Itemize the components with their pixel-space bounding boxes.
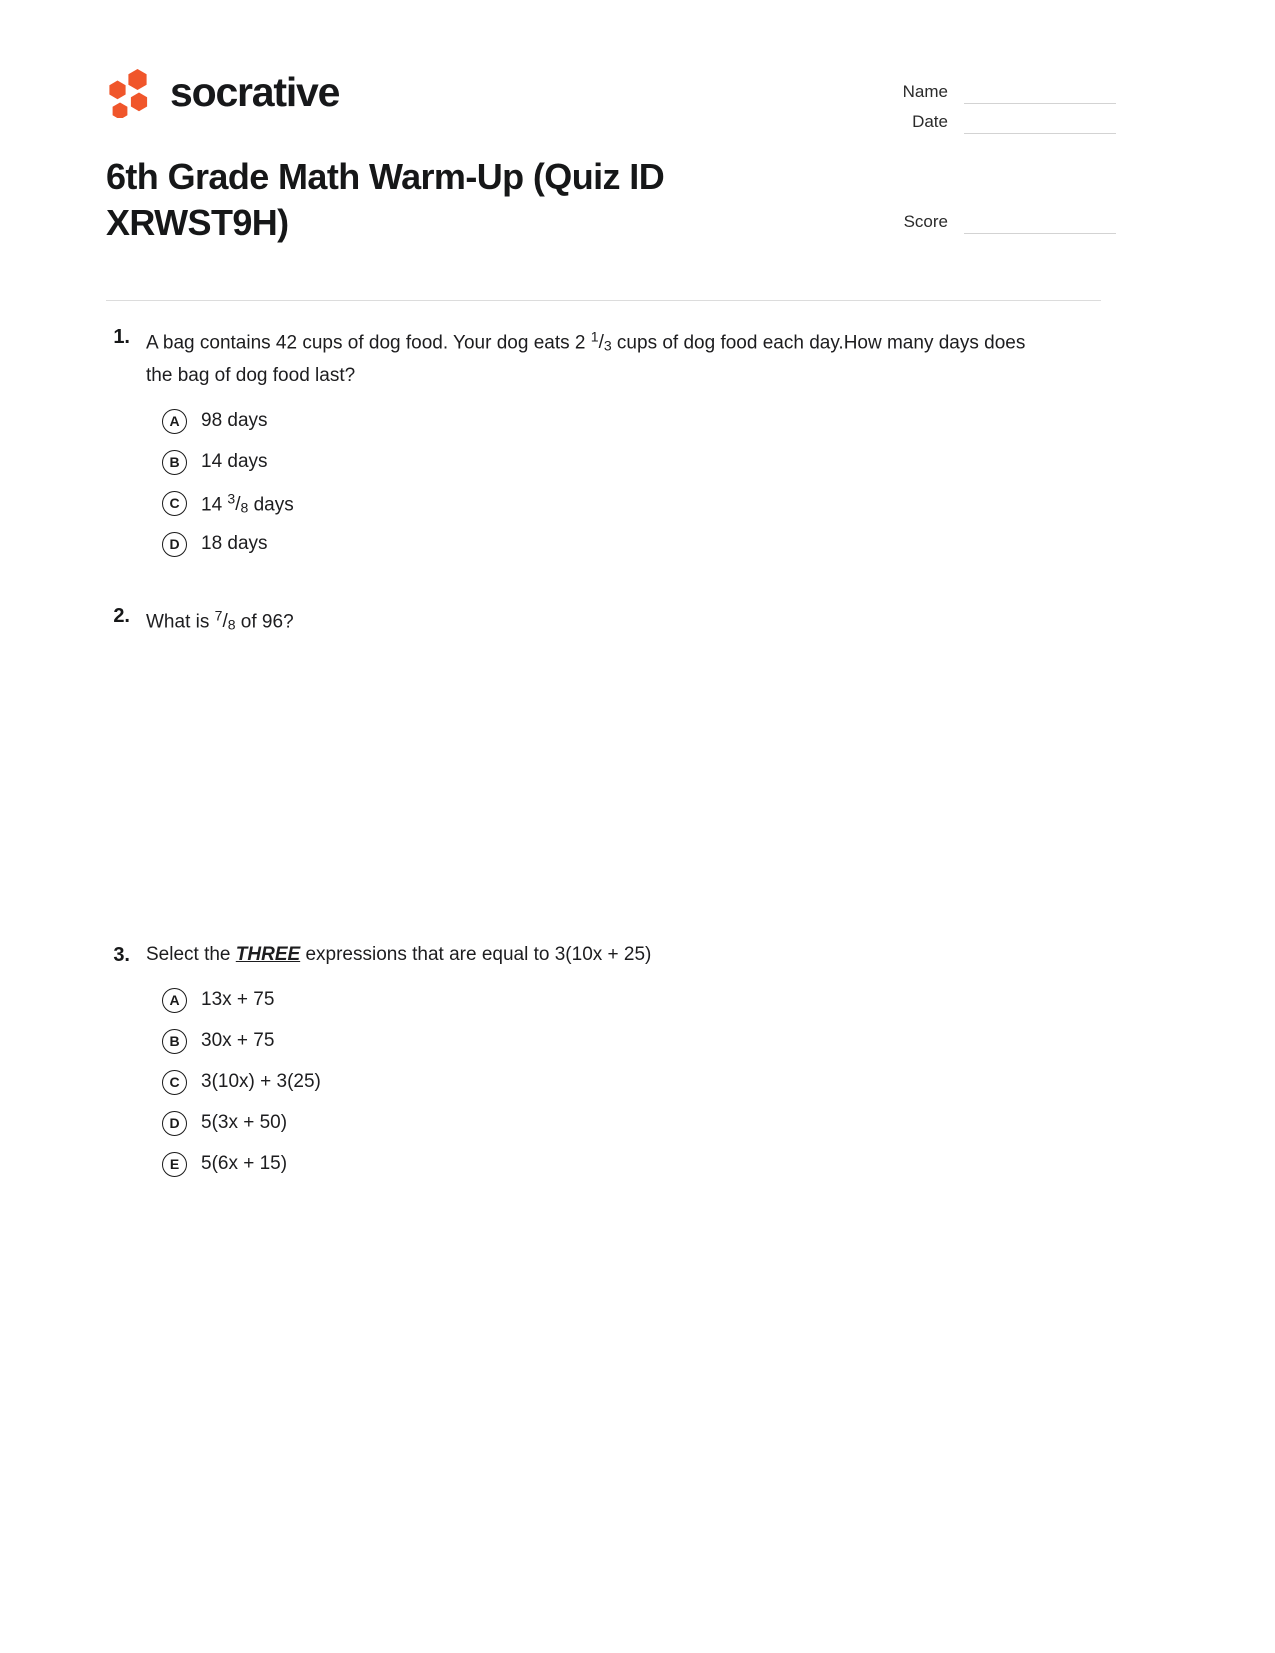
question-1 <box>106 322 1101 565</box>
score-input-line[interactable] <box>964 213 1116 234</box>
option-letter-circle[interactable]: E <box>162 1152 187 1177</box>
question-1-text-before: A bag contains 42 cups of dog food. Your dog eats 2 <box>146 332 591 354</box>
name-row <box>871 74 1116 104</box>
date-row <box>871 104 1116 134</box>
question-3-header <box>106 940 1101 970</box>
question-1-text-after: cups of dog food each day.How many days does the bag of dog food last? <box>146 332 1026 386</box>
question-3-option-b[interactable] <box>106 1021 1101 1062</box>
question-3 <box>106 940 1101 1185</box>
question-spacer <box>106 565 1101 601</box>
question-3-text-after: expressions that are equal to 3(10x + 25) <box>300 943 652 965</box>
option-letter-circle[interactable]: B <box>162 1029 187 1054</box>
option-label: 3(10x) + 3(25) <box>201 1071 321 1093</box>
option-label: 14 days <box>201 451 268 473</box>
question-1-option-c[interactable] <box>106 483 1101 524</box>
question-1-text <box>146 322 1036 391</box>
option-letter-circle[interactable]: A <box>162 409 187 434</box>
question-2 <box>106 601 1101 940</box>
question-2-text-before: What is <box>146 611 215 633</box>
date-input-line[interactable] <box>964 113 1116 134</box>
option-letter-circle[interactable]: A <box>162 988 187 1013</box>
question-3-option-d[interactable] <box>106 1103 1101 1144</box>
option-label <box>201 486 294 521</box>
option-letter-circle[interactable]: D <box>162 1111 187 1136</box>
option-label: 5(3x + 50) <box>201 1112 288 1134</box>
header-divider <box>106 300 1101 301</box>
page-title: 6th Grade Math Warm-Up (Quiz ID XRWST9H) <box>106 156 665 244</box>
student-info-block <box>871 74 1116 234</box>
page-header <box>106 58 1106 244</box>
question-3-emphasis: THREE <box>235 943 301 965</box>
question-3-option-c[interactable] <box>106 1062 1101 1103</box>
question-1-option-a[interactable] <box>106 401 1101 442</box>
option-text-before: 14 <box>201 494 228 516</box>
question-2-fraction: $^7$/8 <box>214 607 236 633</box>
option-letter-circle[interactable]: C <box>162 491 187 516</box>
name-input-line[interactable] <box>964 83 1116 104</box>
question-2-text <box>146 601 294 640</box>
option-fraction: $^3$/8 <box>227 490 249 516</box>
date-label: Date <box>912 112 948 131</box>
brand-wordmark: socrative <box>170 68 340 115</box>
hexagon-cluster-icon <box>106 66 156 118</box>
option-label: 30x + 75 <box>201 1030 275 1052</box>
question-2-header <box>106 601 1101 640</box>
option-label: 5(6x + 15) <box>201 1153 288 1175</box>
question-3-number: 3. <box>113 943 130 966</box>
name-label: Name <box>902 82 948 101</box>
question-list <box>106 322 1101 1185</box>
option-letter-circle[interactable]: B <box>162 450 187 475</box>
question-1-options <box>106 401 1101 565</box>
socrative-logo <box>106 66 339 118</box>
option-label: 98 days <box>201 410 268 432</box>
question-1-header <box>106 322 1101 391</box>
question-1-option-d[interactable] <box>106 524 1101 565</box>
option-label: 18 days <box>201 533 268 555</box>
option-text-after: days <box>248 494 294 516</box>
option-letter-circle[interactable]: C <box>162 1070 187 1095</box>
option-label: 13x + 75 <box>201 989 275 1011</box>
question-3-options <box>106 980 1101 1185</box>
question-1-option-b[interactable] <box>106 442 1101 483</box>
question-3-text-before: Select the <box>146 943 236 965</box>
question-1-fraction: $^1$/3 <box>590 329 612 354</box>
question-1-number: 1. <box>113 326 130 348</box>
question-2-answer-space[interactable] <box>106 640 1101 940</box>
score-label: Score <box>903 212 948 231</box>
question-3-option-e[interactable] <box>106 1144 1101 1185</box>
option-letter-circle[interactable]: D <box>162 532 187 557</box>
question-2-text-after: of 96? <box>235 611 294 633</box>
score-row <box>871 204 1116 234</box>
question-3-text <box>146 940 651 970</box>
question-2-number: 2. <box>113 604 130 627</box>
question-3-option-a[interactable] <box>106 980 1101 1021</box>
